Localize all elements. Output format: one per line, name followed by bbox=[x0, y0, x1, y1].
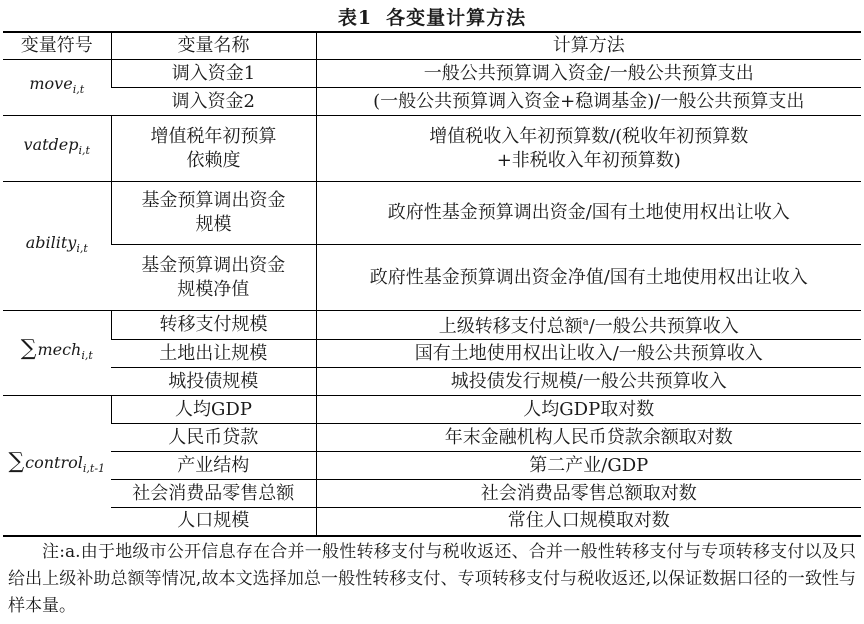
symbol-mech: ∑mech$_{i,t}$ bbox=[3, 311, 111, 396]
variable-method: 国有土地使用权出让收入/一般公共预算收入 bbox=[316, 340, 861, 368]
variable-method: 人均GDP取对数 bbox=[316, 396, 861, 424]
table-note: 注:a.由于地级市公开信息存在合并一般性转移支付与税收返还、合并一般性转移支付与专项转移支付以及只给出上级补助总额等情况,故本文选择加总一般性转移支付、专项转移支付与税收返还,以保证数据口径的一致性与样本量。 bbox=[8, 542, 856, 616]
table-row bbox=[3, 60, 861, 88]
table-row bbox=[3, 116, 861, 182]
variable-name: 调入资金2 bbox=[111, 88, 316, 116]
variable-name: 人民币贷款 bbox=[111, 424, 316, 452]
table-row bbox=[3, 182, 861, 245]
table-row bbox=[3, 508, 861, 536]
variable-method: 政府性基金预算调出资金/国有土地使用权出让收入 bbox=[316, 182, 861, 245]
table-label: 表1 bbox=[337, 7, 373, 29]
footnote-marker: a bbox=[582, 317, 589, 328]
table-row bbox=[3, 452, 861, 480]
table-row bbox=[3, 424, 861, 452]
table-row bbox=[3, 245, 861, 311]
table-row bbox=[3, 368, 861, 396]
variable-name: 土地出让规模 bbox=[111, 340, 316, 368]
symbol-vatdep: vatdep$_{i,t}$ bbox=[3, 116, 111, 182]
variable-name: 调入资金1 bbox=[111, 60, 316, 88]
variable-method: 城投债发行规模/一般公共预算收入 bbox=[316, 368, 861, 396]
header-symbol: 变量符号 bbox=[20, 35, 93, 56]
table-row bbox=[3, 88, 861, 116]
variable-method: (一般公共预算调入资金+稳调基金)/一般公共预算支出 bbox=[316, 88, 861, 116]
table-title: 各变量计算方法 bbox=[386, 7, 527, 29]
table-row bbox=[3, 480, 861, 508]
variable-method: 社会消费品零售总额取对数 bbox=[316, 480, 861, 508]
symbol-move: move$_{i,t}$ bbox=[3, 60, 111, 116]
variable-name: 基金预算调出资金 规模净值 bbox=[111, 245, 316, 311]
variable-method: 增值税收入年初预算数/(税收年初预算数 +非税收入年初预算数) bbox=[316, 116, 861, 182]
table-row bbox=[3, 396, 861, 424]
variable-name: 社会消费品零售总额 bbox=[111, 480, 316, 508]
variable-name: 产业结构 bbox=[111, 452, 316, 480]
variable-name: 人口规模 bbox=[111, 508, 316, 536]
variable-name: 人均GDP bbox=[111, 396, 316, 424]
variable-method: 第二产业/GDP bbox=[316, 452, 861, 480]
symbol-control: ∑control$_{i,t-1}$ bbox=[3, 396, 111, 536]
symbol-ability: ability$_{i,t}$ bbox=[3, 182, 111, 311]
variable-method: 常住人口规模取对数 bbox=[316, 508, 861, 536]
header-name: 变量名称 bbox=[111, 32, 316, 60]
table-caption bbox=[0, 3, 864, 30]
header-method: 计算方法 bbox=[316, 32, 861, 60]
variable-name: 基金预算调出资金 规模 bbox=[111, 182, 316, 245]
variable-name: 转移支付规模 bbox=[111, 311, 316, 340]
variables-table bbox=[3, 31, 861, 537]
header-row bbox=[3, 32, 861, 60]
variable-name: 增值税年初预算 依赖度 bbox=[111, 116, 316, 182]
variable-method: 政府性基金预算调出资金净值/国有土地使用权出让收入 bbox=[316, 245, 861, 311]
table-row bbox=[3, 340, 861, 368]
table-row bbox=[3, 311, 861, 340]
variable-method: 一般公共预算调入资金/一般公共预算支出 bbox=[316, 60, 861, 88]
variable-name: 城投债规模 bbox=[111, 368, 316, 396]
variable-method: 年末金融机构人民币贷款余额取对数 bbox=[316, 424, 861, 452]
variable-method: 上级转移支付总额$^a$/一般公共预算收入 bbox=[316, 311, 861, 340]
